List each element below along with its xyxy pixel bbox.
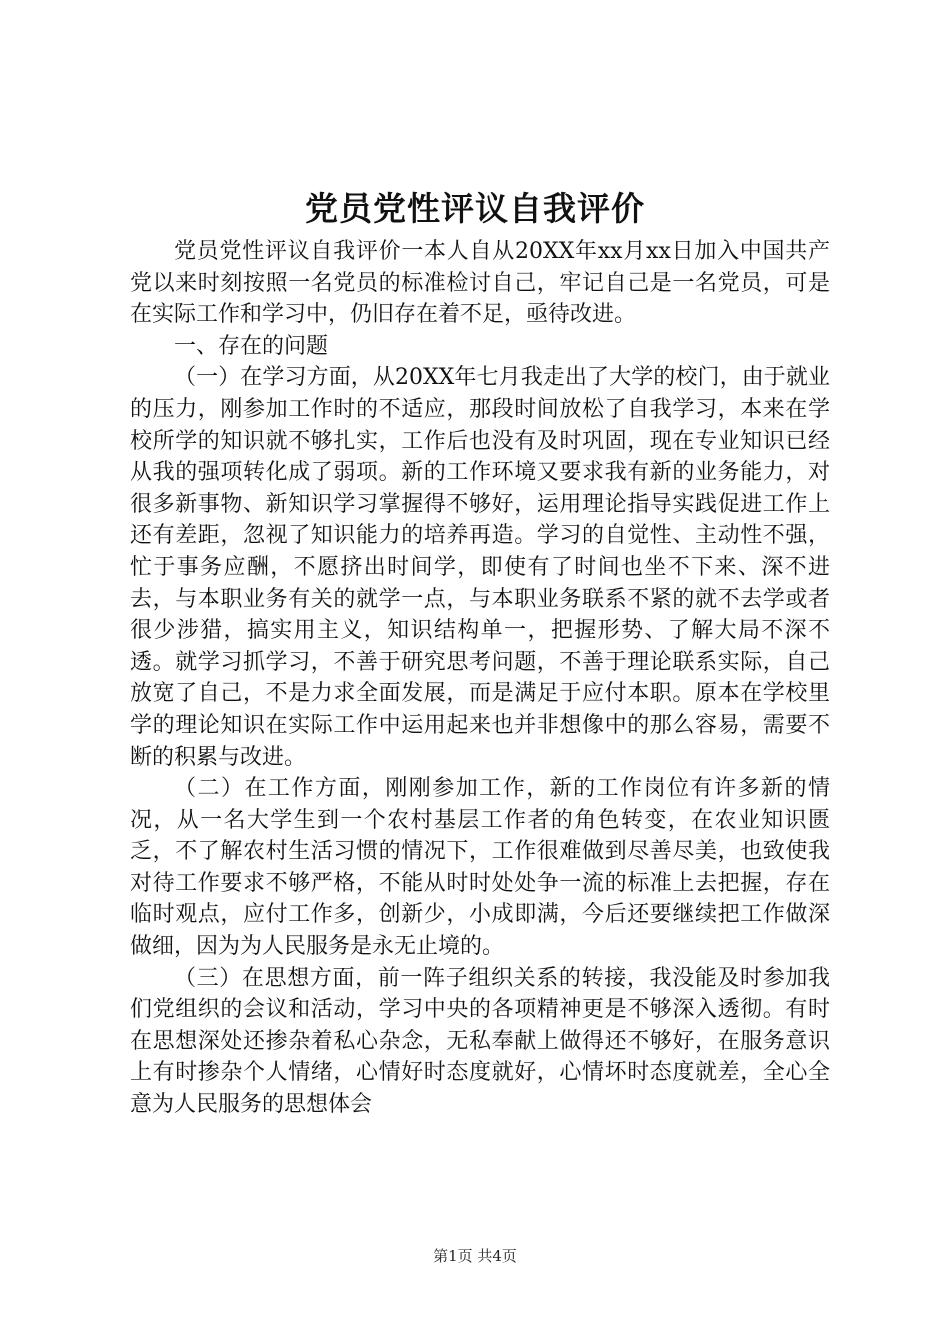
paragraph-thought: （三）在思想方面，前一阵子组织关系的转接，我没能及时参加我们党组织的会议和活动，学习中央的各项精神更是不够深入透彻。有时在思想深处还掺杂着私心杂念，无私奉献上做得还不够好，在服务意识上有时掺杂个人情绪，心情好时态度就好，心情坏时态度就差，全心全意为人民服务的思想体会 [130,965,830,1118]
document-title: 党员党性评议自我评价 [305,189,645,228]
paragraph-study: （一）在学习方面，从20XX年七月我走出了大学的校门，由于就业的压力，刚参加工作时的不适应，那段时间放松了自我学习，本来在学校所学的知识就不够扎实，工作后也没有及时巩固，现在专业知识已经从我的强项转化成了弱项。新的工作环境又要求我有新的业务能力，对很多新事物、新知识学习掌握得不够好，运用理论指导实践促进工作上还有差距，忽视了知识能力的培养再造。学习的自觉性、主动性不强，忙于事务应酬，不愿挤出时间学，即使有了时间也坐不下来、深不进去，与本职业务有关的就学一点，与本职业务联系不紧的就不去学或者很少涉猎，搞实用主义，知识结构单一，把握形势、了解大局不深不透。就学习抓学习，不善于研究思考问题，不善于理论联系实际，自己放宽了自己，不是力求全面发展，而是满足于应付本职。原本在学校里学的理论知识在实际工作中运用起来也并非想像中的那么容易，需要不断的积累与改进。 [130,365,830,770]
paragraph-work: （二）在工作方面，刚刚参加工作，新的工作岗位有许多新的情况，从一名大学生到一个农村基层工作者的角色转变，在农业知识匮乏，不了解农村生活习惯的情况下，工作很难做到尽善尽美，也致使我对待工作要求不够严格，不能从时时处处争一流的标准上去把握，存在临时观点，应付工作多，创新少，小成即满，今后还要继续把工作做深做细，因为为人民服务是永无止境的。 [130,776,830,960]
paragraph-intro: 党员党性评议自我评价一本人自从20XX年xx月xx日加入中国共产党以来时刻按照一名党员的标准检讨自己，牢记自己是一名党员，可是在实际工作和学习中，仍旧存在着不足，亟待改进。 [130,239,830,328]
section-heading-problems: 一、存在的问题 [174,333,329,359]
document-body [130,236,830,1121]
page-number: 第1页 共4页 [433,1247,517,1265]
